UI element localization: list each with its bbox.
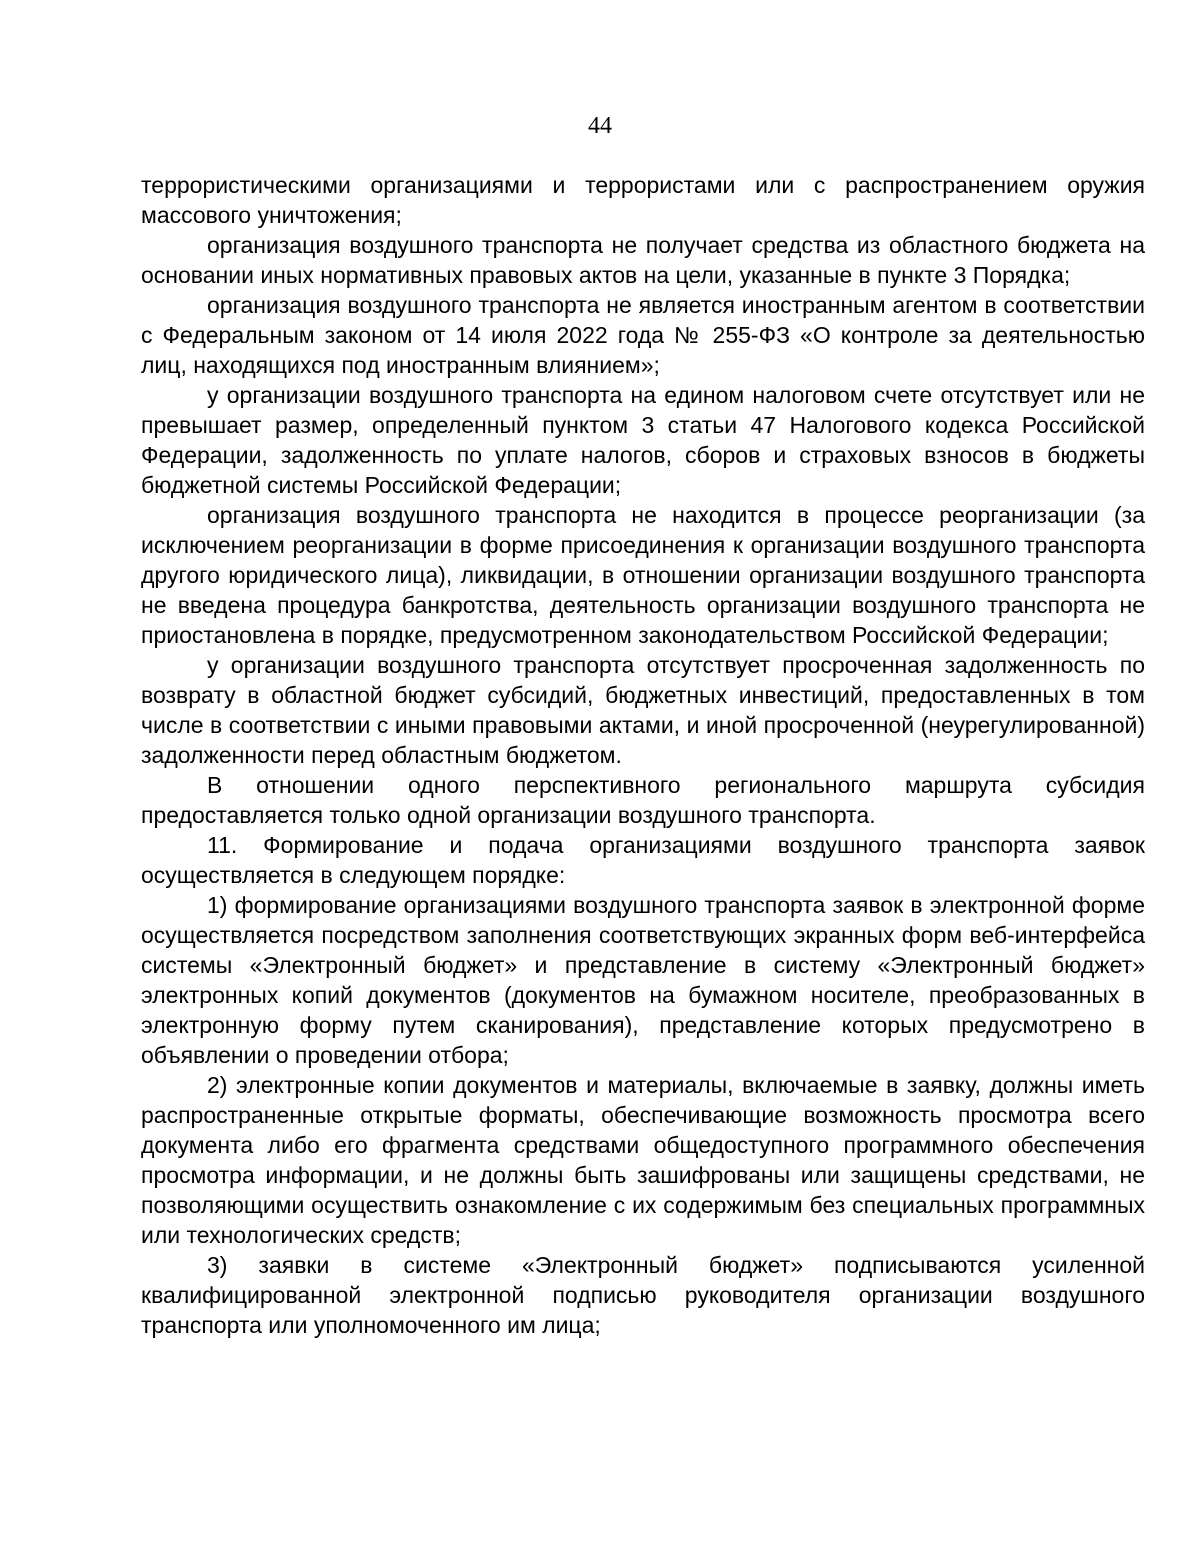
paragraph-no-other-funding: организация воздушного транспорта не получает средства из областного бюджета на основании иных нормативных правовых актов на цели, указанные в пункте 3 Порядка; [141,232,1145,288]
paragraph-item-11: 11. Формирование и подача организациями воздушного транспорта заявок осуществляется в следующем порядке: [141,832,1145,888]
paragraph-subitem-1: 1) формирование организациями воздушного транспорта заявок в электронной форме осуществляется посредством заполнения соответствующих экранных форм веб-интерфейса системы «Электронный бюджет» и представление в систему «Электронный бюджет» электронных копий документов (документов на бумажном носителе, преобразованных в электронную форму путем сканирования), представление которых предусмотрено в объявлении о проведении отбора; [141,892,1145,1068]
paragraph-subitem-2: 2) электронные копии документов и материалы, включаемые в заявку, должны иметь распространенные открытые форматы, обеспечивающие возможность просмотра всего документа либо его фрагмента средствами общедоступного программного обеспечения просмотра информации, и не должны быть зашифрованы или защищены средствами, не позволяющими осуществить ознакомление с их содержимым без специальных программных или технологических средств; [141,1072,1145,1248]
paragraph-no-overdue-debt: у организации воздушного транспорта отсутствует просроченная задолженность по возврату в областной бюджет субсидий, бюджетных инвестиций, предоставленных в том числе в соответствии с иными правовыми актами, и иной просроченной (неурегулированной) задолженности перед областным бюджетом. [141,652,1145,768]
paragraph-not-foreign-agent: организация воздушного транспорта не является иностранным агентом в соответствии с Федеральным законом от 14 июля 2022 года № 255-ФЗ «О контроле за деятельностью лиц, находящихся под иностранным влиянием»; [141,292,1145,378]
paragraph-not-reorganized: организация воздушного транспорта не находится в процессе реорганизации (за исключением реорганизации в форме присоединения к организации воздушного транспорта другого юридического лица), ликвидации, в отношении организации воздушного транспорта не введена процедура банкротства, деятельность организации воздушного транспорта не приостановлена в порядке, предусмотренном законодательством Российской Федерации; [141,502,1145,648]
document-body [141,170,1145,1340]
paragraph-continuation: террористическими организациями и террористами или с распространением оружия массового уничтожения; [141,172,1145,228]
page-number: 44 [588,113,612,139]
paragraph-subitem-3: 3) заявки в системе «Электронный бюджет» подписываются усиленной квалифицированной электронной подписью руководителя организации воздушного транспорта или уполномоченного им лица; [141,1252,1145,1338]
paragraph-tax-debt: у организации воздушного транспорта на едином налоговом счете отсутствует или не превышает размер, определенный пунктом 3 статьи 47 Налогового кодекса Российской Федерации, задолженность по уплате налогов, сборов и страховых взносов в бюджеты бюджетной системы Российской Федерации; [141,382,1145,498]
paragraph-one-carrier-per-route: В отношении одного перспективного регионального маршрута субсидия предоставляется только одной организации воздушного транспорта. [141,772,1145,828]
